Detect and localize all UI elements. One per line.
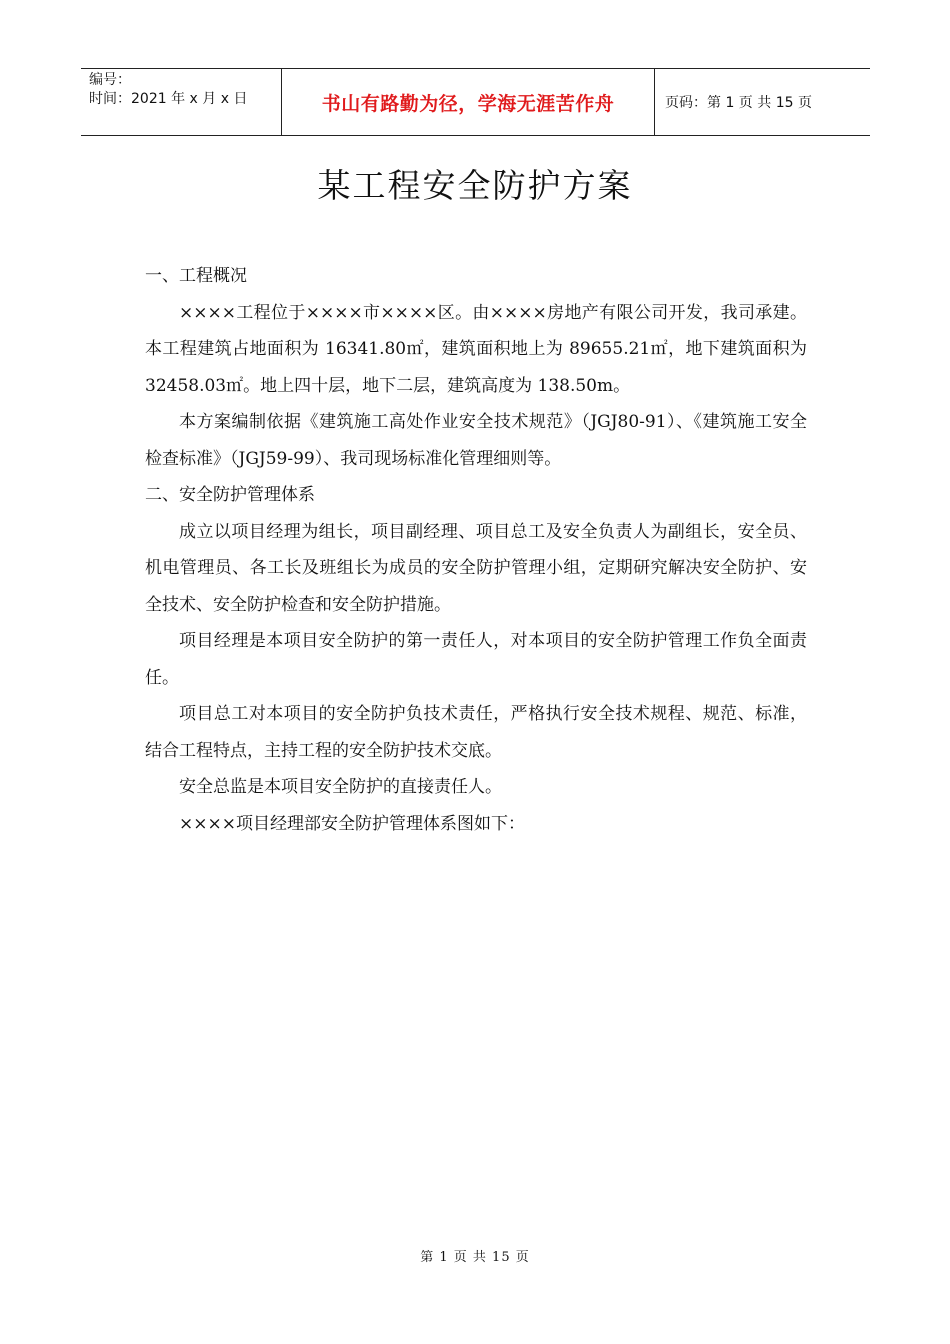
document-header — [81, 68, 870, 136]
header-motto: 书山有路勤为径，学海无涯苦作舟 — [282, 69, 655, 135]
body-paragraph: ××××项目经理部安全防护管理体系图如下： — [179, 813, 525, 834]
body-paragraph: ××××工程位于××××市××××区。由××××房地产有限公司开发，我司承建。本工程建筑占地面积为 16341.80㎡，建筑面积地上为 89655.21㎡，地下建筑面积为 32458.03㎡。地上四十层，地下二层，建筑高度为 138.50m。 — [145, 302, 807, 396]
page-footer: 第 1 页 共 15 页 — [420, 1250, 530, 1265]
document-body — [145, 258, 807, 842]
document-title: 某工程安全防护方案 — [317, 166, 633, 205]
body-paragraph: 成立以项目经理为组长，项目副经理、项目总工及安全负责人为副组长，安全员、机电管理员、各工长及班组长为成员的安全防护管理小组，定期研究解决安全防护、安全技术、安全防护检查和安全防护措施。 — [145, 521, 807, 615]
body-paragraph: 安全总监是本项目安全防护的直接责任人。 — [179, 777, 502, 797]
section-heading: 二、安全防护管理体系 — [145, 485, 315, 505]
section-heading: 一、工程概况 — [145, 266, 247, 286]
doc-date-label: 时间：2021 年 x 月 x 日 — [89, 91, 248, 107]
doc-number-label: 编号： — [89, 72, 131, 88]
header-page-info: 页码：第 1 页 共 15 页 — [665, 95, 812, 111]
header-meta-cell — [81, 69, 282, 135]
body-paragraph: 项目总工对本项目的安全防护负技术责任，严格执行安全技术规程、规范、标准，结合工程特点，主持工程的安全防护技术交底。 — [145, 704, 807, 761]
body-paragraph: 本方案编制依据《建筑施工高处作业安全技术规范》（JGJ80-91）、《建筑施工安全检查标准》（JGJ59-99）、我司现场标准化管理细则等。 — [145, 412, 807, 469]
body-paragraph: 项目经理是本项目安全防护的第一责任人，对本项目的安全防护管理工作负全面责任。 — [145, 631, 807, 688]
